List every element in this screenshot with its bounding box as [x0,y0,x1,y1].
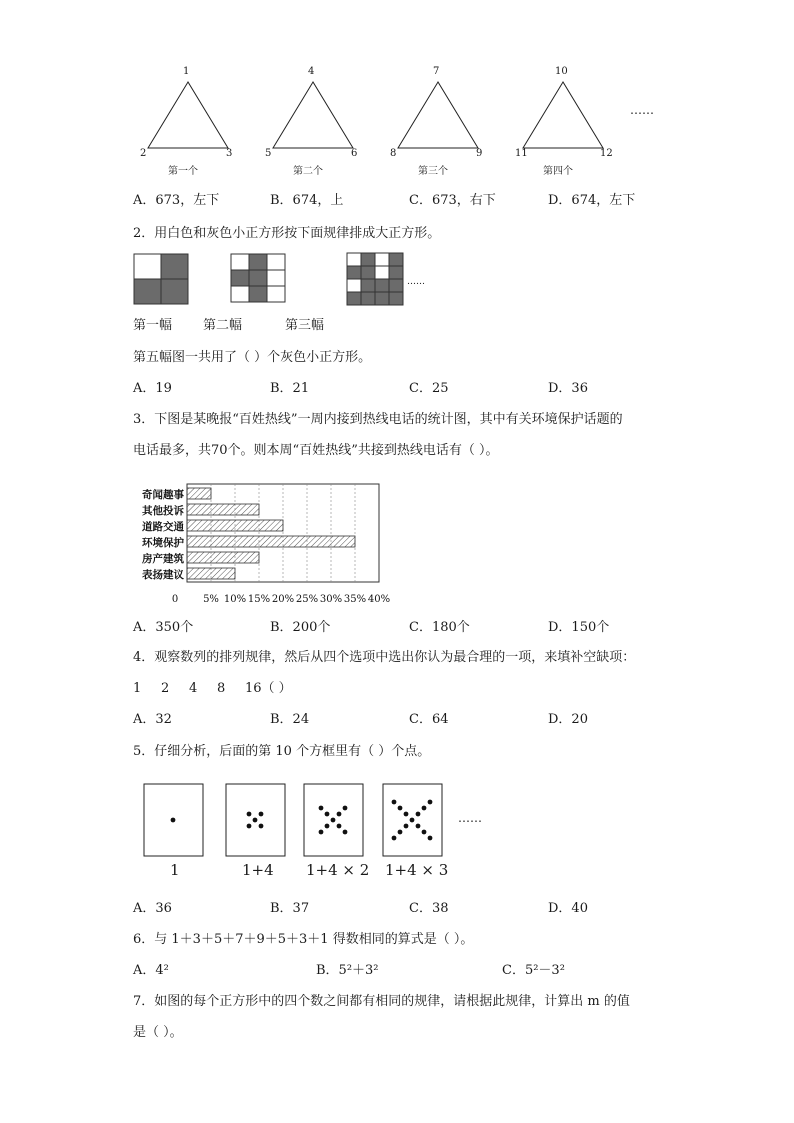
q2-option-a[interactable]: A．19 [133,381,172,396]
q2-figure-label-1: 第一幅 [133,318,173,333]
q1-triangles-svg [130,60,690,180]
q3-bar-chart-svg [125,478,405,610]
triangle-label: 第四个 [543,166,573,177]
grid-figure-2 [231,254,285,302]
category-label: 其他投诉 [142,505,184,517]
bar-2 [187,504,259,515]
q1-option-d[interactable]: D．674，左下 [548,193,636,208]
triangle-4 [523,82,603,148]
vertex-right: 3 [226,148,233,159]
dot-box-2 [226,784,285,856]
q2-option-d[interactable]: D．36 [548,381,588,396]
q4-stem: 4．观察数列的排列规律，然后从四个选项中选出你认为最合理的一项，来填补空缺项： [133,650,636,665]
q2-figure-label-3: 第三幅 [285,318,325,333]
q3-option-c[interactable]: C．180个 [409,620,470,635]
q4-option-c[interactable]: C．64 [409,712,449,727]
box-label-2: 1+4 [242,861,274,879]
vertex-right: 6 [351,148,358,159]
q5-stem: 5．仔细分析，后面的第 10 个方框里有（ ）个点。 [133,744,431,759]
box-label-3: 1+4 × 2 [306,861,370,879]
q3-option-a[interactable]: A．350个 [133,620,194,635]
vertex-right: 12 [600,148,613,159]
q4-seq-2: 2 [161,681,170,696]
vertex-top: 10 [555,66,568,77]
vertex-left: 8 [390,148,397,159]
q6-stem: 6．与 1＋3＋5＋7＋9＋5＋3＋1 得数相同的算式是（ ）。 [133,932,474,947]
category-label: 环境保护 [142,537,184,549]
q1-option-a[interactable]: A．673，左下 [133,193,220,208]
category-label: 房产建筑 [142,553,184,565]
x-tick-label: 5% [203,594,219,605]
x-tick-label: 35% [343,594,367,605]
x-tick-label: 0 [171,594,179,605]
triangle-3 [398,82,478,148]
q2-figures [133,252,453,308]
q7-stem-line2: 是（ ）。 [133,1025,183,1040]
q2-figure-label-2: 第二幅 [203,318,243,333]
bar-4 [187,536,355,547]
q5-option-a[interactable]: A．36 [133,901,172,916]
q1-option-c[interactable]: C．673，右下 [409,193,496,208]
x-tick-label: 40% [367,594,391,605]
q2-option-b[interactable]: B．21 [270,381,310,396]
dot-box-1 [144,784,203,856]
q6-option-b[interactable]: B．5²＋3² [316,963,379,978]
box-label-4: 1+4 × 3 [385,861,449,879]
q1-figure [130,60,690,180]
category-label: 表扬建议 [142,569,184,581]
q6-option-a[interactable]: A．4² [133,963,169,978]
ellipsis: …… [630,103,654,117]
vertex-left: 11 [515,148,528,159]
x-tick-label: 20% [271,594,295,605]
triangle-2 [273,82,353,148]
q3-chart [125,478,405,610]
grid-figure-1 [134,254,188,304]
vertex-top: 1 [183,66,190,77]
triangle-label: 第二个 [293,166,323,177]
ellipsis: …… [407,277,425,287]
q5-option-c[interactable]: C．38 [409,901,449,916]
q5-dot-boxes-svg [140,782,510,858]
triangle-label: 第一个 [168,166,198,177]
vertex-left: 5 [265,148,272,159]
dot-box-3 [304,784,363,856]
ellipsis: …… [458,811,482,825]
q4-seq-3: 4 [189,681,198,696]
q2-option-c[interactable]: C．25 [409,381,449,396]
x-tick-label: 15% [247,594,271,605]
q3-option-d[interactable]: D．150个 [548,620,610,635]
grid-figure-3 [347,253,403,305]
bar-6 [187,568,235,579]
q4-seq-4: 8 [217,681,226,696]
category-label: 道路交通 [142,521,184,533]
q4-seq-1: 1 [133,681,142,696]
x-tick-label: 25% [295,594,319,605]
q5-figure [140,782,510,882]
dot-box-4 [383,784,442,856]
q3-stem-line2: 电话最多，共70个。则本周“百姓热线”共接到热线电话有（ ）。 [133,443,499,458]
q1-option-b[interactable]: B．674，上 [270,193,344,208]
x-tick-label: 30% [319,594,343,605]
vertex-top: 4 [308,66,315,77]
q4-seq-5: 16（ ） [245,681,292,696]
category-label: 奇闻趣事 [142,489,184,501]
x-tick-label: 10% [223,594,247,605]
q2-question: 第五幅图一共用了（ ）个灰色小正方形。 [133,350,372,365]
q4-option-a[interactable]: A．32 [133,712,172,727]
box-label-1: 1 [170,861,180,879]
bar-3 [187,520,283,531]
q4-option-d[interactable]: D．20 [548,712,588,727]
q5-option-b[interactable]: B．37 [270,901,310,916]
bar-5 [187,552,259,563]
bar-1 [187,488,211,499]
vertex-left: 2 [140,148,147,159]
q3-option-b[interactable]: B．200个 [270,620,331,635]
q7-stem-line1: 7．如图的每个正方形中的四个数之间都有相同的规律，请根据此规律，计算出 m 的值 [133,994,630,1009]
q2-stem: 2．用白色和灰色小正方形按下面规律排成大正方形。 [133,226,441,241]
q6-option-c[interactable]: C．5²－3² [502,963,565,978]
q3-stem-line1: 3．下图是某晚报“百姓热线”一周内接到热线电话的统计图，其中有关环境保护话题的 [133,412,623,427]
q2-grids-svg [133,252,453,308]
triangle-label: 第三个 [418,166,448,177]
triangle-1 [148,82,228,148]
vertex-top: 7 [433,66,440,77]
q5-option-d[interactable]: D．40 [548,901,588,916]
vertex-right: 9 [476,148,483,159]
q4-option-b[interactable]: B．24 [270,712,310,727]
